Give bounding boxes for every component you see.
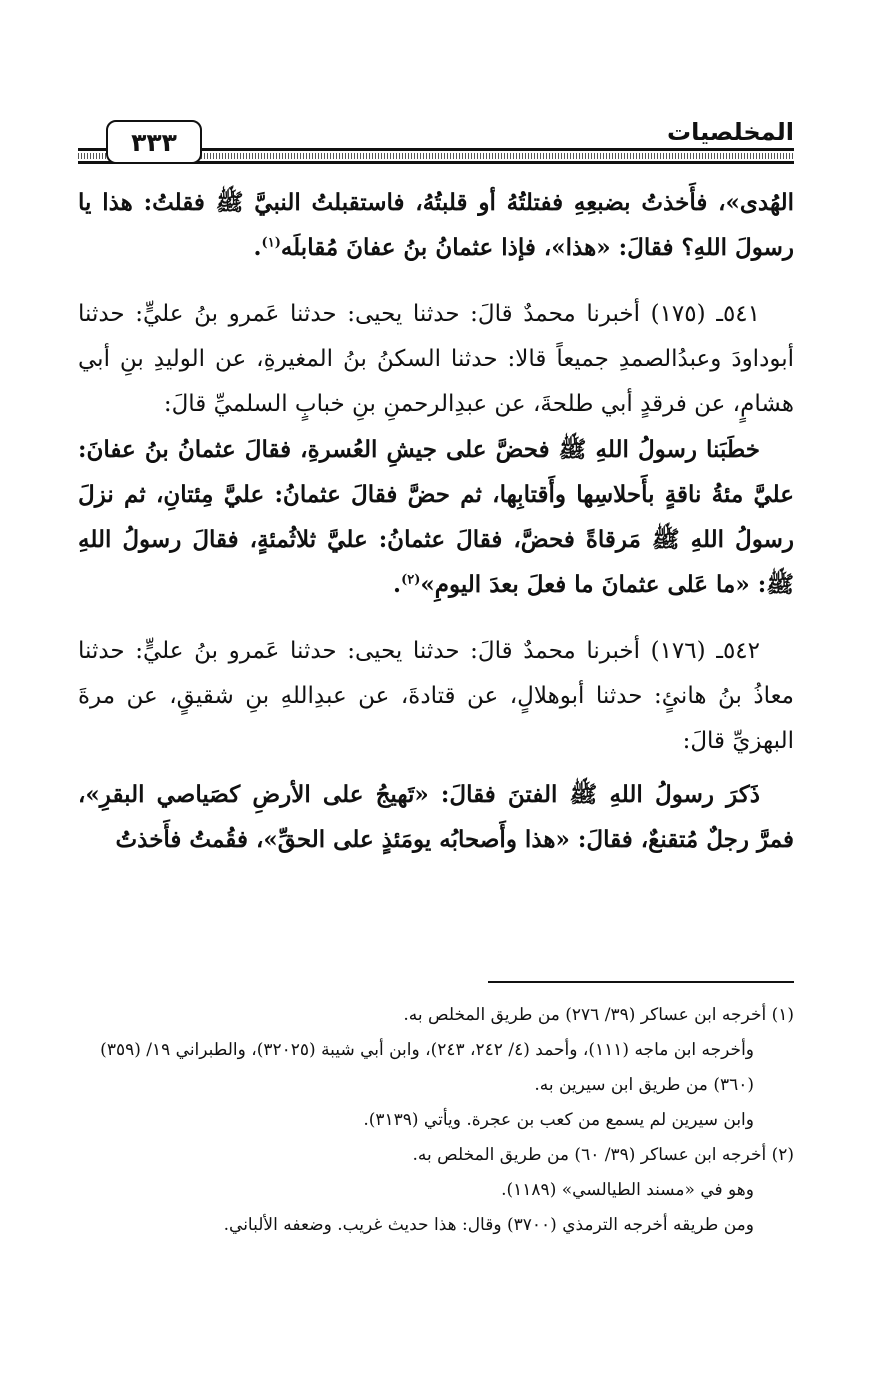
footnote-separator [488, 981, 794, 983]
footnote-2-line-2: وهو في «مسند الطيالسي» (١١٨٩). [501, 1180, 754, 1200]
footnote-2: (٢) أخرجه ابن عساكر (٣٩/ ٦٠) من طريق المخلص به. [412, 1145, 794, 1165]
paragraph-3-text: خطَبَنا رسولُ اللهِ ﷺ فحضَّ على جيشِ العُسرةِ، فقالَ عثمانُ بنُ عفانَ: عليَّ مئةُ ناقةٍ بأَحلاسِها وأَقتابِها، ثم حضَّ فقالَ عثمانُ: عليَّ مِئتانِ، ثم نزلَ رسولُ اللهِ ﷺ مَرقاةً فحضَّ، فقالَ عثمانُ: عليَّ ثلاثُمئةٍ، فقالَ رسولُ اللهِ ﷺ: «ما عَلى عثمانَ ما فعلَ بعدَ اليومِ» [78, 436, 794, 598]
paragraph-4: ٥٤٢ـ (١٧٦) أخبرنا محمدٌ قالَ: حدثنا يحيى: حدثنا عَمرو بنُ عليٍّ: حدثنا معاذُ بنُ هانئٍ: حدثنا أبوهلالٍ، عن قتادةَ، عن عبدِاللهِ بنِ شقيقٍ، عن مرةَ البهزيِّ قالَ: [78, 638, 794, 754]
page-header [78, 112, 794, 172]
main-text [78, 180, 794, 862]
footnote-ref-2: (٢) [401, 572, 421, 588]
footnote-2-line-3: ومن طريقه أخرجه الترمذي (٣٧٠٠) وقال: هذا حديث غريب. وضعفه الألباني. [223, 1215, 754, 1235]
footnote-1-line-3: وابن سيرين لم يسمع من كعب بن عجرة. ويأتي (٣١٣٩). [363, 1110, 754, 1130]
footnote-1-line-2: وأخرجه ابن ماجه (١١١)، وأحمد (٤/ ٢٤٢، ٢٤٣)، وابن أبي شيبة (٣٢٠٢٥)، والطبراني ١٩/ (٣٥٩) (٣٦٠) من طريق ابن سيرين به. [100, 1040, 754, 1095]
footnote-ref-1: (١) [261, 235, 281, 251]
page-number: ٣٣٣ [106, 120, 202, 164]
footnote-1: (١) أخرجه ابن عساكر (٣٩/ ٢٧٦) من طريق المخلص به. [403, 1005, 794, 1025]
paragraph-1: الهُدى»، فأَخذتُ بضبعِهِ ففتلتُهُ أو قلبتُهُ، فاستقبلتُ النبيَّ ﷺ فقلتُ: هذا يا رسولَ اللهِ؟ فقالَ: «هذا»، فإذا عثمانُ بنُ عفانَ مُقابلَه$^{(١)}$. [78, 189, 794, 261]
paragraph-3: خطَبَنا رسولُ اللهِ ﷺ فحضَّ على جيشِ العُسرةِ، فقالَ عثمانُ بنُ عفانَ: عليَّ مئةُ ناقةٍ بأَحلاسِها وأَقتابِها، ثم حضَّ فقالَ عثمانُ: عليَّ مِئتانِ، ثم نزلَ رسولُ اللهِ ﷺ مَرقاةً فحضَّ، فقالَ عثمانُ: عليَّ ثلاثُمئةٍ، فقالَ رسولُ اللهِ ﷺ: «ما عَلى عثمانَ ما فعلَ بعدَ اليومِ»$^{(٢)}$. [78, 436, 794, 598]
paragraph-1-text: الهُدى»، فأَخذتُ بضبعِهِ ففتلتُهُ أو قلبتُهُ، فاستقبلتُ النبيَّ ﷺ فقلتُ: هذا يا رسولَ اللهِ؟ فقالَ: «هذا»، فإذا عثمانُ بنُ عفانَ مُقابلَه [78, 189, 794, 261]
running-title: المخلصيات [667, 118, 794, 146]
footnotes [78, 998, 794, 1243]
paragraph-2: ٥٤١ـ (١٧٥) أخبرنا محمدٌ قالَ: حدثنا يحيى: حدثنا عَمرو بنُ عليٍّ: حدثنا أبوداودَ وعبدُالصمدِ جميعاً قالا: حدثنا السكنُ بنُ المغيرةِ، عن الوليدِ بنِ أبي هشامٍ، عن فرقدٍ أبي طلحةَ، عن عبدِالرحمنِ بنِ خبابٍ السلميِّ قالَ: [78, 301, 794, 417]
paragraph-5: ذَكرَ رسولُ اللهِ ﷺ الفتنَ فقالَ: «تَهيجُ على الأرضِ كصَياصي البقرِ»، فمرَّ رجلٌ مُتقنعٌ، فقالَ: «هذا وأَصحابُه يومَئذٍ على الحقِّ»، فقُمتُ فأَخذتُ [78, 781, 794, 853]
